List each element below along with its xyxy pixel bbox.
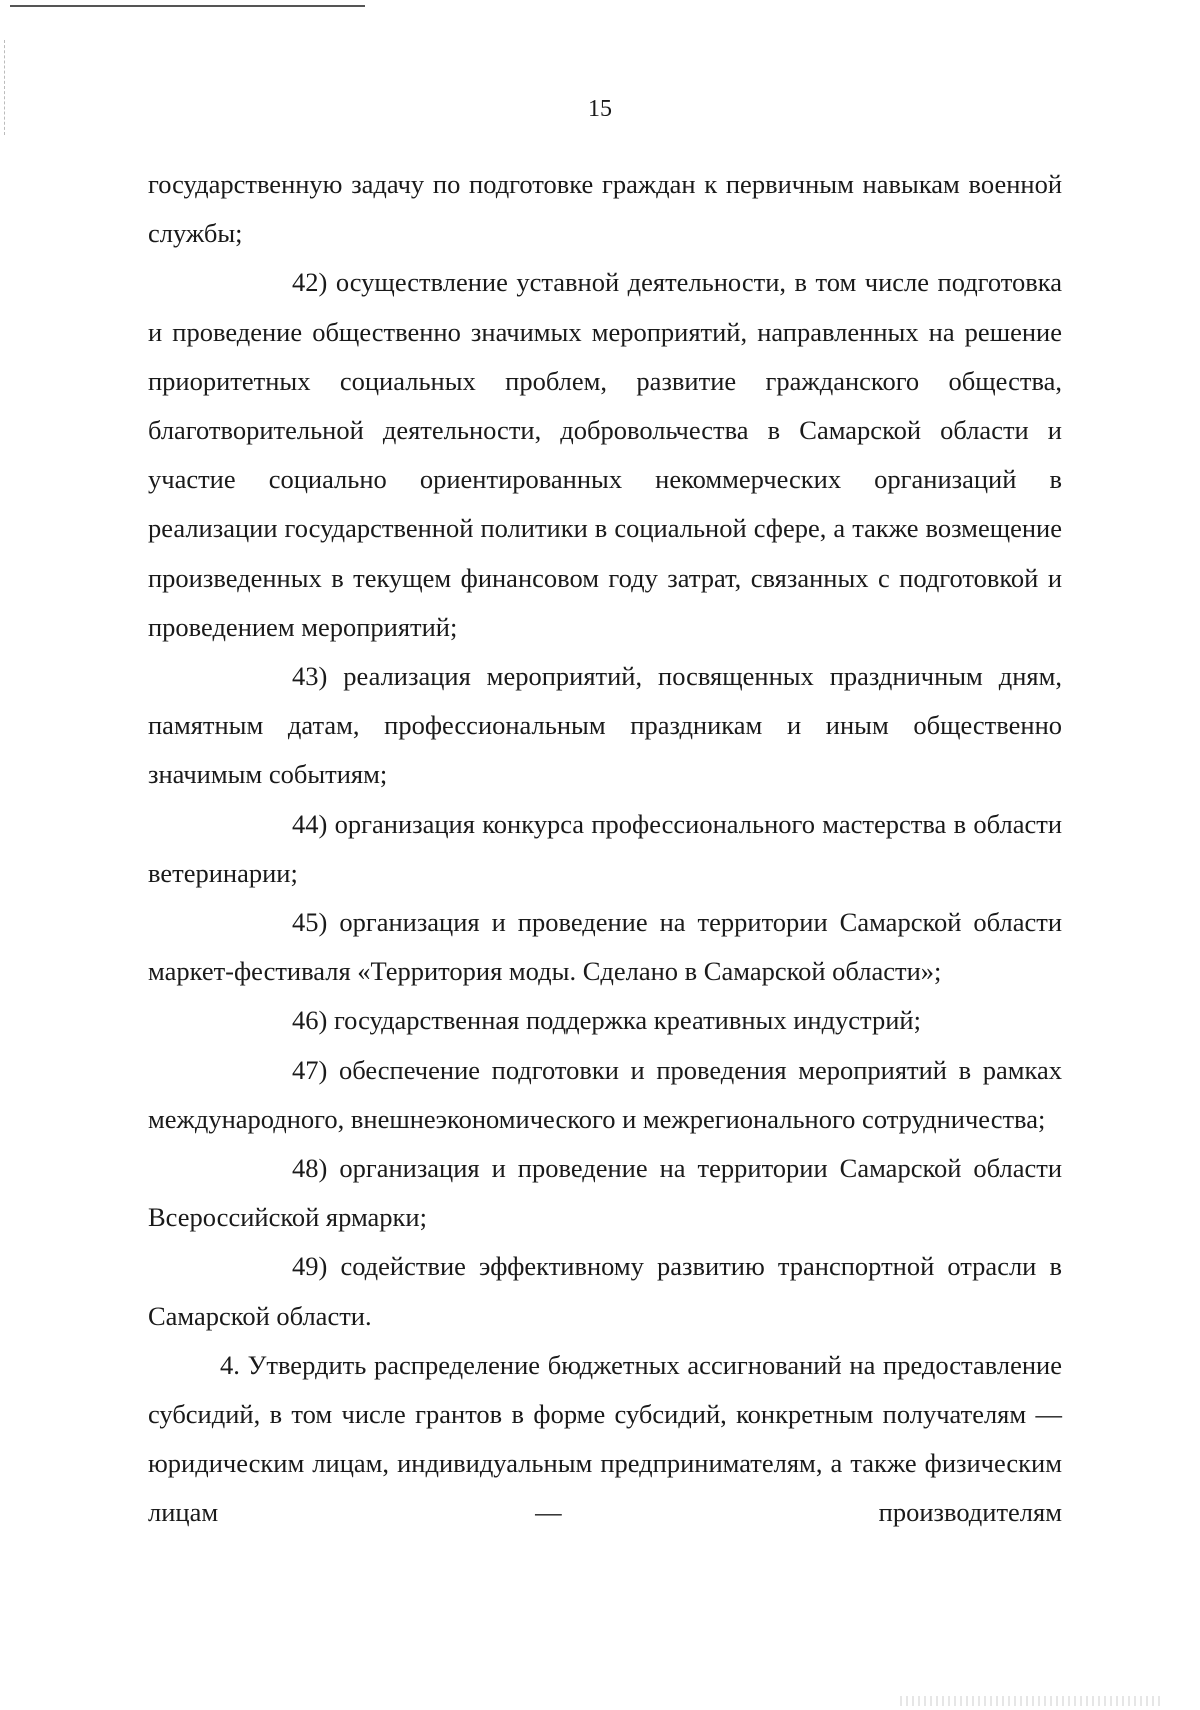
scan-top-rule xyxy=(10,5,365,7)
item-number: 48) xyxy=(292,1153,328,1184)
list-item-47 xyxy=(148,1046,1062,1144)
item-number: 46) xyxy=(292,1005,328,1036)
paragraph-text: государственную задачу по подготовке граждан к первичным навыкам военной службы; xyxy=(148,169,1062,249)
section-text: Утвердить распределение бюджетных ассигнований на предоставление субсидий, в том числе грантов в форме субсидий, конкретным получателям — юридическим лицам, индивидуальным предпринимателям, а также физическим лицам — производителям xyxy=(148,1349,1063,1528)
item-number: 47) xyxy=(292,1054,328,1085)
section-4-paragraph xyxy=(148,1341,1062,1538)
list-item-42 xyxy=(148,258,1062,652)
item-number: 44) xyxy=(292,808,328,839)
list-item-49 xyxy=(148,1242,1062,1340)
section-number: 4. xyxy=(220,1349,240,1380)
item-number: 49) xyxy=(292,1251,328,1282)
item-text: государственная поддержка креативных индустрий; xyxy=(333,1005,921,1036)
item-text: организация конкурса профессионального мастерства в области ветеринарии; xyxy=(148,808,1063,888)
scan-artifact xyxy=(900,1696,1160,1706)
paragraph-continuation xyxy=(148,160,1062,258)
item-text: реализация мероприятий, посвященных праздничным дням, памятным датам, профессиональным праздникам и иным общественно значимым событиям; xyxy=(148,661,1062,790)
item-number: 43) xyxy=(292,661,328,692)
list-item-46 xyxy=(148,996,1062,1045)
page-number: 15 xyxy=(588,96,612,122)
list-item-44 xyxy=(148,800,1062,898)
list-item-43 xyxy=(148,652,1062,800)
item-text: организация и проведение на территории Самарской области Всероссийской ярмарки; xyxy=(148,1153,1063,1233)
list-item-48 xyxy=(148,1144,1062,1242)
item-number: 42) xyxy=(292,267,328,298)
item-text: обеспечение подготовки и проведения мероприятий в рамках международного, внешнеэкономического и межрегионального сотрудничества; xyxy=(148,1054,1063,1134)
item-text: содействие эффективному развитию транспортной отрасли в Самарской области. xyxy=(148,1251,1062,1331)
item-text: осуществление уставной деятельности, в том числе подготовка и проведение общественно значимых мероприятий, направленных на решение приоритетных социальных проблем, развитие гражданского общества, благотворительной деятельности, добровольчества в Самарской области и участие социально ориентированных некоммерческих организаций в реализации государственной политики в социальной сфере, а также возмещение произведенных в текущем финансовом году затрат, связанных с подготовкой и проведением мероприятий; xyxy=(148,267,1063,642)
document-body xyxy=(148,160,1062,1538)
list-item-45 xyxy=(148,898,1062,996)
item-number: 45) xyxy=(292,907,328,938)
item-text: организация и проведение на территории Самарской области маркет-фестиваля «Территория моды. Сделано в Самарской области»; xyxy=(148,907,1063,987)
